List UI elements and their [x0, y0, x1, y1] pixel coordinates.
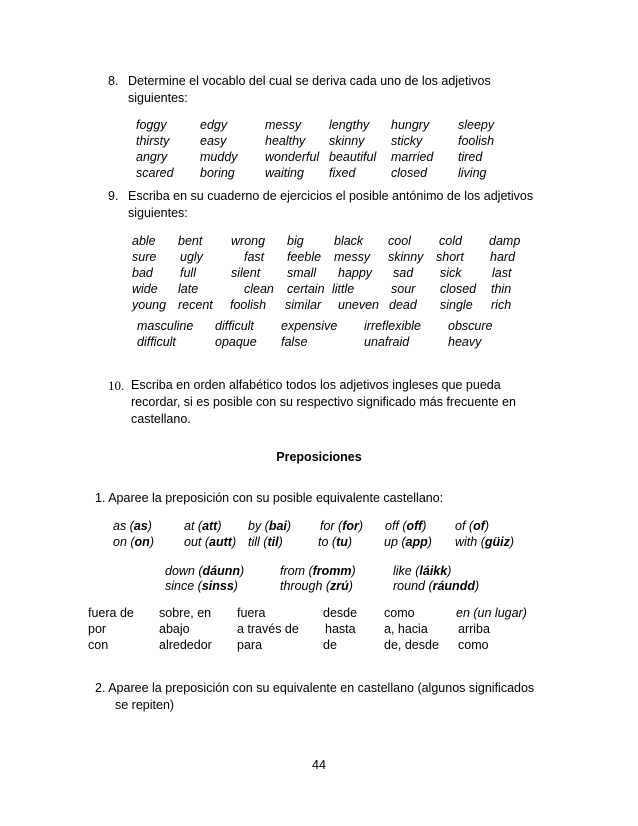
- preposition-pronunciation: til: [267, 535, 279, 549]
- q9-word: rich: [491, 298, 512, 312]
- preposition-word: as (: [113, 519, 134, 533]
- preposition-word: on (: [113, 535, 135, 549]
- q8-line1: Determine el vocablo del cual se deriva cada uno de los adjetivos: [128, 74, 491, 88]
- q9-word: wide: [132, 282, 158, 296]
- preposition-word: by (: [248, 519, 269, 533]
- preposition-pair: for (for): [320, 519, 364, 533]
- preposition-word: till (: [248, 535, 268, 549]
- q8-word: sticky: [391, 134, 423, 148]
- q9-word: able: [132, 234, 156, 248]
- q8-word: foolish: [458, 134, 495, 148]
- preposition-pair: off (off): [385, 519, 427, 533]
- preposition-word: round (: [393, 579, 433, 593]
- spanish-equivalent: fuera de: [88, 606, 134, 620]
- q9b-word: false: [281, 335, 308, 349]
- q9-word: uneven: [338, 298, 380, 312]
- q9-word: ugly: [180, 250, 203, 264]
- spanish-equivalent: alrededor: [159, 638, 212, 652]
- q8-word: wonderful: [265, 150, 320, 164]
- preposition-pair: to (tu): [318, 535, 353, 549]
- preposition-pronunciation: app: [405, 535, 428, 549]
- q9-word: late: [178, 282, 199, 296]
- spanish-equivalent: en (un lugar): [456, 606, 527, 620]
- q9-word: recent: [178, 298, 213, 312]
- preposition-pair: by (bai): [248, 519, 292, 533]
- preposition-word: from (: [280, 564, 313, 578]
- q9-word: sad: [393, 266, 414, 280]
- preposition-pronunciation: ráundd: [432, 579, 475, 593]
- q10-line1: Escriba en orden alfabético todos los adjetivos ingleses que pueda: [131, 378, 501, 392]
- preposition-pronunciation: güiz: [484, 535, 510, 549]
- q8-word: thirsty: [136, 134, 170, 148]
- q9-word: sour: [391, 282, 416, 296]
- q9-word: small: [287, 266, 317, 280]
- q9b-word: unafraid: [364, 335, 410, 349]
- p1-instruction: 1. Aparee la preposición con su posible equivalente castellano:: [95, 491, 444, 505]
- q8-word: waiting: [265, 166, 304, 180]
- preposition-pair: at (att): [184, 519, 222, 533]
- q9-word: fast: [244, 250, 265, 264]
- q8-word: skinny: [329, 134, 365, 148]
- q9-word: bad: [132, 266, 153, 280]
- q9b-word: difficult: [137, 335, 176, 349]
- preposition-word: since (: [165, 579, 202, 593]
- q8-word: beautiful: [329, 150, 377, 164]
- q9b-word: expensive: [281, 319, 338, 333]
- preposition-pronunciation: for: [342, 519, 359, 533]
- preposition-word: to (: [318, 535, 337, 549]
- preposition-pronunciation: tu: [336, 535, 348, 549]
- q8-word: healthy: [265, 134, 306, 148]
- q9-word: similar: [285, 298, 322, 312]
- section-title: Preposiciones: [276, 450, 362, 464]
- preposition-word: for (: [320, 519, 343, 533]
- preposition-pair: of (of): [455, 519, 490, 533]
- preposition-word: at (: [184, 519, 203, 533]
- preposition-pronunciation: láikk: [419, 564, 448, 578]
- q9-word: happy: [338, 266, 373, 280]
- q8-word: angry: [136, 150, 168, 164]
- q8-word: closed: [391, 166, 428, 180]
- spanish-equivalent: de, desde: [384, 638, 439, 652]
- q8-word: messy: [265, 118, 302, 132]
- q9-word: hard: [490, 250, 516, 264]
- q9-word: wrong: [231, 234, 266, 248]
- preposition-word: with (: [455, 535, 485, 549]
- q9-word: damp: [489, 234, 521, 248]
- q10-line2: recordar, si es posible con su respectivo significado más frecuente en: [131, 395, 516, 409]
- q9-word: skinny: [388, 250, 424, 264]
- q8-word: tired: [458, 150, 483, 164]
- preposition-pair: as (as): [113, 519, 152, 533]
- q9-word: messy: [334, 250, 371, 264]
- preposition-pronunciation: bai: [268, 519, 287, 533]
- q9-word: single: [440, 298, 473, 312]
- q9-word: closed: [440, 282, 477, 296]
- preposition-pronunciation: autt: [209, 535, 232, 549]
- preposition-pair: till (til): [248, 535, 283, 549]
- preposition-word: like (: [393, 564, 420, 578]
- q9-word: full: [180, 266, 196, 280]
- q9b-word: difficult: [215, 319, 254, 333]
- q9-word: little: [332, 282, 355, 296]
- q9-word: short: [436, 250, 464, 264]
- preposition-pair: up (app): [384, 535, 432, 549]
- q8-word: hungry: [391, 118, 430, 132]
- p2-line2: se repiten): [115, 698, 175, 712]
- preposition-word: through (: [280, 579, 331, 593]
- preposition-pair: through (zrú): [280, 579, 353, 593]
- preposition-pronunciation: of: [473, 519, 485, 533]
- q8-word: foggy: [136, 118, 167, 132]
- spanish-equivalent: de: [323, 638, 337, 652]
- preposition-pronunciation: on: [134, 535, 150, 549]
- preposition-word: out (: [184, 535, 210, 549]
- q9-word: black: [334, 234, 364, 248]
- spanish-equivalent: arriba: [458, 622, 490, 636]
- q10-line3: castellano.: [131, 412, 191, 426]
- q9-line1: Escriba en su cuaderno de ejercicios el posible antónimo de los adjetivos: [128, 189, 534, 203]
- spanish-equivalent: como: [384, 606, 415, 620]
- spanish-equivalent: como: [458, 638, 489, 652]
- preposition-pair: down (dáunn): [165, 564, 245, 578]
- spanish-equivalent: con: [88, 638, 109, 652]
- spanish-equivalent: hasta: [325, 622, 356, 636]
- q8-word: muddy: [200, 150, 238, 164]
- preposition-pair: since (sinss): [165, 579, 238, 593]
- q9b-word: irreflexible: [364, 319, 421, 333]
- preposition-word: down (: [165, 564, 203, 578]
- q9b-word: opaque: [215, 335, 257, 349]
- spanish-equivalent: fuera: [237, 606, 266, 620]
- preposition-pair: round (ráundd): [393, 579, 480, 593]
- q8-word: fixed: [329, 166, 356, 180]
- page-number: 44: [312, 758, 326, 772]
- q8-word: scared: [136, 166, 174, 180]
- preposition-pronunciation: att: [202, 519, 218, 533]
- preposition-pronunciation: sinss: [201, 579, 234, 593]
- q8-word: easy: [200, 134, 227, 148]
- spanish-equivalent: sobre, en: [159, 606, 212, 620]
- q9b-word: obscure: [448, 319, 493, 333]
- q9b-word: masculine: [137, 319, 194, 333]
- p2-line1: 2. Aparee la preposición con su equivalente en castellano (algunos significados: [95, 681, 535, 695]
- preposition-word: off (: [385, 519, 407, 533]
- preposition-word: up (: [384, 535, 406, 549]
- preposition-pair: out (autt): [184, 535, 237, 549]
- preposition-pronunciation: as: [133, 519, 148, 533]
- q9-word: bent: [178, 234, 203, 248]
- spanish-equivalent: para: [237, 638, 263, 652]
- q9-word: feeble: [287, 250, 322, 264]
- q8-word: living: [458, 166, 487, 180]
- preposition-word: of (: [455, 519, 474, 533]
- q9-word: sick: [440, 266, 462, 280]
- q8-word: lengthy: [329, 118, 370, 132]
- spanish-equivalent: abajo: [159, 622, 190, 636]
- q8-word: sleepy: [458, 118, 495, 132]
- q8-word: married: [391, 150, 434, 164]
- q9-line2: siguientes:: [128, 206, 188, 220]
- q8-number: 8.: [108, 74, 119, 88]
- spanish-equivalent: desde: [323, 606, 358, 620]
- q8-word: boring: [200, 166, 235, 180]
- q9-number: 9.: [108, 189, 119, 203]
- preposition-pronunciation: zrú: [330, 579, 349, 593]
- preposition-pronunciation: off: [406, 519, 423, 533]
- q9-word: last: [492, 266, 512, 280]
- q9-word: silent: [231, 266, 261, 280]
- q9-word: cool: [388, 234, 411, 248]
- q9-word: young: [132, 298, 167, 312]
- spanish-equivalent: a través de: [237, 622, 299, 636]
- q9-word: foolish: [230, 298, 267, 312]
- preposition-pronunciation: fromm: [312, 564, 352, 578]
- preposition-pair: with (güiz): [455, 535, 515, 549]
- q9-word: certain: [287, 282, 325, 296]
- preposition-pronunciation: dáunn: [202, 564, 241, 578]
- spanish-equivalent: a, hacia: [384, 622, 428, 636]
- q9-word: dead: [389, 298, 417, 312]
- preposition-pair: from (fromm): [280, 564, 356, 578]
- spanish-equivalent: por: [88, 622, 107, 636]
- q9b-word: heavy: [448, 335, 482, 349]
- q8-word: edgy: [200, 118, 228, 132]
- preposition-pair: on (on): [113, 535, 154, 549]
- q9-word: big: [287, 234, 304, 248]
- q9-word: clean: [244, 282, 274, 296]
- q9-word: thin: [491, 282, 512, 296]
- q8-line2: siguientes:: [128, 91, 188, 105]
- preposition-pair: like (láikk): [393, 564, 452, 578]
- q9-word: cold: [439, 234, 462, 248]
- q9-word: sure: [132, 250, 157, 264]
- q10-number: 10.: [108, 378, 125, 393]
